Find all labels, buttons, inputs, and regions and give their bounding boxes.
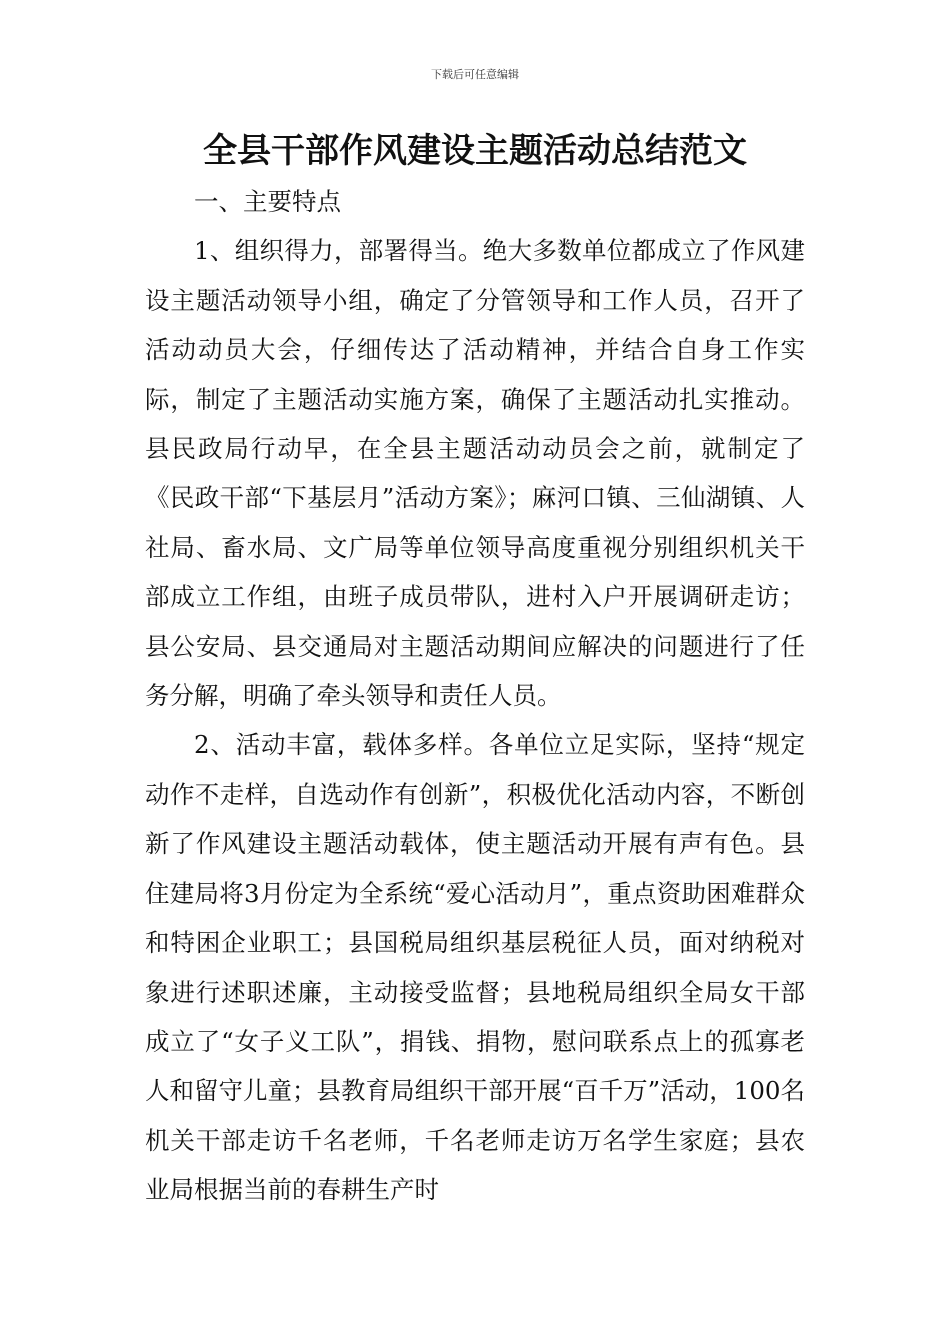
paragraph-1: 1、组织得力，部署得当。绝大多数单位都成立了作风建设主题活动领导小组，确定了分管领导和工作人员，召开了活动动员大会，仔细传达了活动精神，并结合自身工作实际，制定了主题活动实施方案，确保了主题活动扎实推动。县民政局行动早，在全县主题活动动员会之前，就制定了《民政干部“下基层月”活动方案》；麻河口镇、三仙湖镇、人社局、畜水局、文广局等单位领导高度重视分别组织机关干部成立工作组，由班子成员带队，进村入户开展调研走访；县公安局、县交通局对主题活动期间应解决的问题进行了任务分解，明确了牵头领导和责任人员。 (145, 236, 805, 711)
header-note: 下载后可任意编辑 (431, 68, 519, 81)
document-title: 全县干部作风建设主题活动总结范文 (203, 131, 747, 171)
paragraph-2: 2、活动丰富，载体多样。各单位立足实际，坚持“规定动作不走样，自选动作有创新”，积极优化活动内容，不断创新了作风建设主题活动载体，使主题活动开展有声有色。县住建局将3月份定为全系统“爱心活动月”，重点资助困难群众和特困企业职工；县国税局组织基层税征人员，面对纳税对象进行述职述廉，主动接受监督；县地税局组织全局女干部成立了“女子义工队”，捐钱、捐物，慰问联系点上的孤寡老人和留守儿童；县教育局组织干部开展“百千万”活动，100名机关干部走访千名老师，千名老师走访万名学生家庭；县农业局根据当前的春耕生产时 (145, 730, 805, 1205)
document-body (145, 177, 805, 1215)
section-heading: 一、主要特点 (194, 187, 341, 216)
